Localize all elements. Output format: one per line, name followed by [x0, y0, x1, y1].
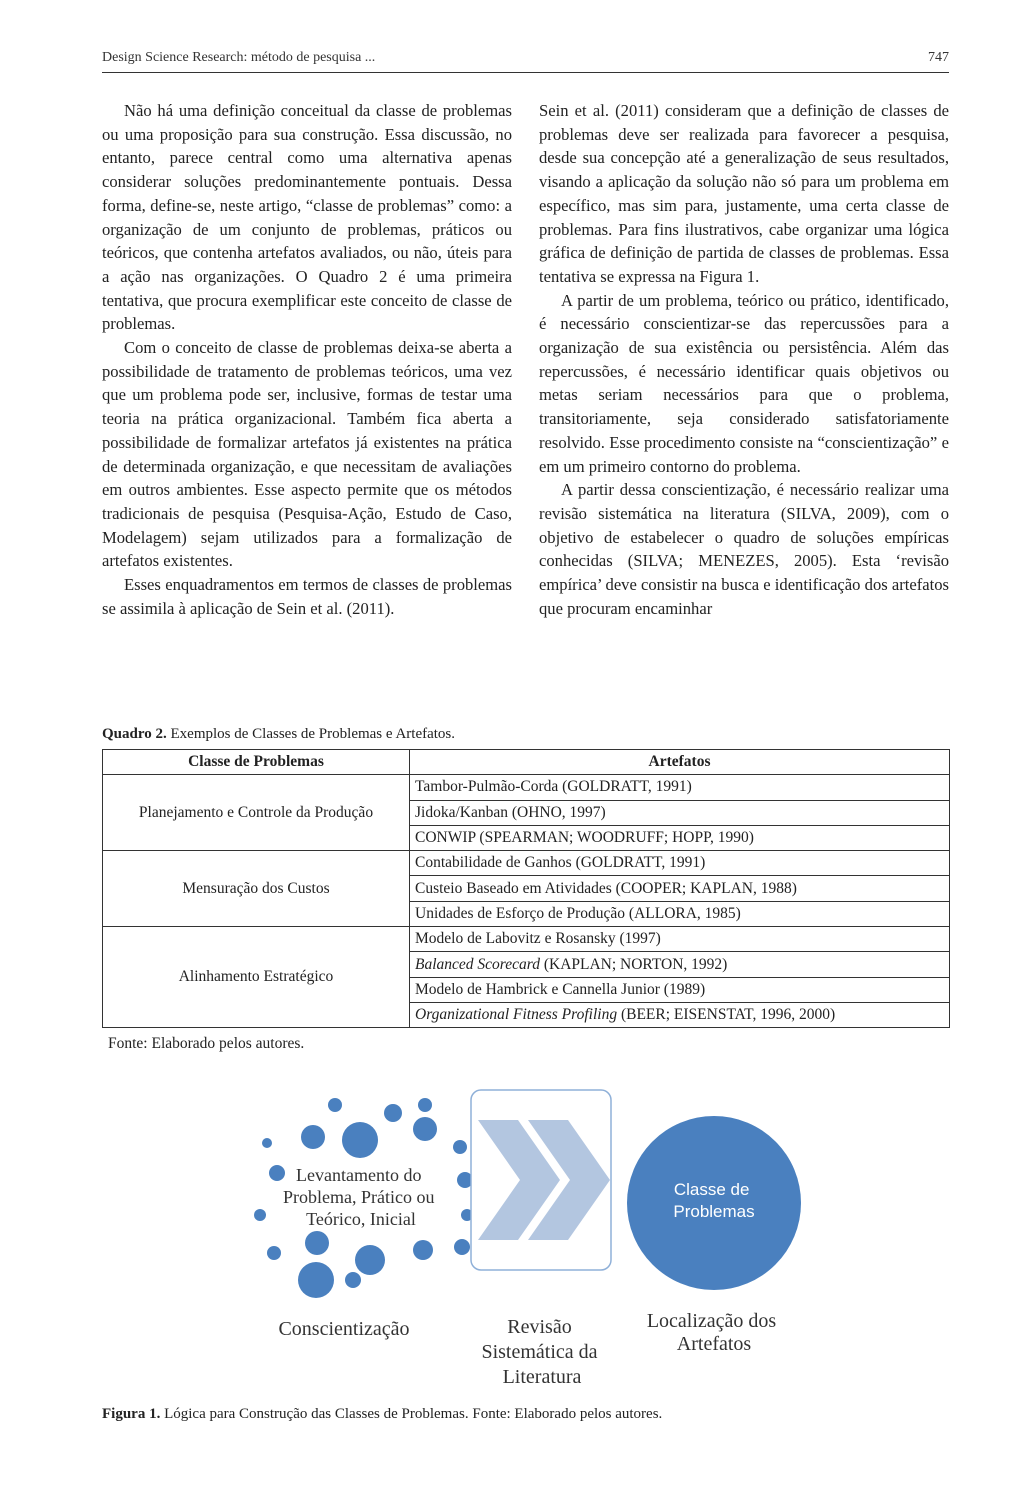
paragraph: A partir de um problema, teórico ou prático, identificado, é necessário conscientizar-se das repercussões para a organização de sua existência ou persistência. Além das repercussões, é necessário identificar quais objetivos ou metas seriam necessários para que o problema, transitoriamente, seja considerado satisfatoriamente resolvido. Esse procedimento consiste na “conscientização” e em um primeiro contorno do problema.	[539, 290, 949, 476]
artifact-italic-title: Organizational Fitness Profiling	[415, 1006, 618, 1024]
paragraph: Com o conceito de classe de problemas deixa-se aberta a possibilidade de tratamento de problemas teóricos, uma vez que um problema pode ser, inclusive, formas de testar uma teoria na prática organizacional. Também fica aberta a possibilidade de formalizar artefatos já existentes na prática de determinada organização, e que necessitam de avaliações em outros ambientes. Esse aspecto permite que os métodos tradicionais de pesquisa (Pesquisa-Ação, Estudo de Caso, Modelagem) sejam utilizados para a formalização de artefatos existentes.	[102, 338, 512, 571]
table-row	[103, 851, 950, 876]
label-line: Conscientização	[278, 1318, 410, 1340]
label-line: Localização dos	[646, 1310, 777, 1332]
running-title: Design Science Research: método de pesquisa ...	[102, 50, 376, 65]
table-caption	[102, 726, 455, 743]
dot	[254, 1209, 266, 1221]
artifact-italic-title: Balanced Scorecard	[415, 955, 540, 973]
table-caption-label: Quadro 2.	[102, 726, 167, 742]
table-header-row	[103, 750, 950, 775]
dot	[342, 1122, 378, 1158]
dot	[328, 1098, 342, 1112]
label-localizacao	[647, 1310, 781, 1355]
table-row	[103, 927, 950, 952]
dot	[413, 1240, 433, 1260]
dot	[262, 1138, 272, 1148]
dot	[345, 1272, 361, 1288]
dot	[355, 1245, 385, 1275]
artifact-cell	[410, 901, 950, 926]
figure-1-diagram	[240, 1085, 820, 1395]
dot	[298, 1262, 334, 1298]
table-body	[103, 775, 950, 1028]
table-caption-text: Exemplos de Classes de Problemas e Artefatos.	[170, 726, 456, 742]
artifact-text: Unidades de Esforço de Produção (ALLORA, 1985)	[415, 904, 741, 922]
table-row	[103, 775, 950, 800]
dot	[305, 1231, 329, 1255]
artifact-cell	[410, 952, 950, 977]
column-header-artifacts: Artefatos	[410, 750, 950, 775]
artifact-cell	[410, 1002, 950, 1027]
figure-caption-label: Figura 1.	[102, 1406, 161, 1422]
artifact-text: (KAPLAN; NORTON, 1992)	[539, 955, 728, 973]
label-line: Sistemática da	[481, 1341, 598, 1363]
artifact-text: Custeio Baseado em Atividades (COOPER; KAPLAN, 1988)	[415, 879, 797, 897]
circle-text-line: Classe de	[673, 1180, 750, 1199]
circle-text-line: Problemas	[673, 1202, 755, 1221]
label-line: Revisão	[507, 1316, 572, 1338]
figure-caption-text: Lógica para Construção das Classes de Problemas. Fonte: Elaborado pelos autores.	[164, 1406, 663, 1422]
dot	[384, 1104, 402, 1122]
dot	[413, 1117, 437, 1141]
left-column	[102, 99, 512, 620]
dot	[418, 1098, 432, 1112]
artifact-text: Tambor-Pulmão-Corda (GOLDRATT, 1991)	[415, 778, 692, 796]
problem-classes-table	[102, 749, 950, 1028]
left-text-line: Problema, Prático ou	[283, 1187, 435, 1207]
artifact-text: Jidoka/Kanban (OHNO, 1997)	[415, 803, 606, 821]
paragraph: A partir dessa conscientização, é necessário realizar uma revisão sistemática na literatura (SILVA, 2009), com o objetivo de estabelecer o quadro de soluções empíricas conhecidas (SILVA; MENEZES, 2005). Esta ‘revisão empírica’ deve consistir na busca e identificação dos artefatos que procuram encaminhar	[539, 480, 949, 618]
right-column	[539, 99, 949, 620]
paragraph: Não há uma definição conceitual da classe de problemas ou uma proposição para sua construção. Essa discussão, no entanto, parece central como uma alternativa apenas considerar soluções predominantemente pontuais. Dessa forma, define-se, neste artigo, “classe de problemas” como: a organização de um conjunto de problemas, práticos ou teóricos, que contenha artefatos avaliados, ou não, úteis para a ação nas organizações. O Quadro 2 é uma primeira tentativa, que procura exemplificar este conceito de classe de problemas.	[102, 101, 512, 334]
label-conscientizacao	[278, 1318, 409, 1340]
artifact-cell	[410, 876, 950, 901]
label-line: Artefatos	[676, 1333, 752, 1355]
dot	[269, 1165, 285, 1181]
artifact-cell	[410, 775, 950, 800]
left-block-text	[283, 1165, 439, 1229]
running-header	[102, 50, 949, 73]
label-revisao	[481, 1316, 602, 1388]
left-text-line: Levantamento do	[296, 1165, 422, 1185]
paragraph: Sein et al. (2011) consideram que a definição de classes de problemas deve ser realizada para favorecer a pesquisa, desde sua concepção até a generalização de seus resultados, visando a aplicação da solução não só para um problema em específico, mas sim para, justamente, uma certa classe de problemas. Para fins ilustrativos, cabe organizar uma lógica gráfica de definição de partida de classes de problemas. Essa tentativa se expressa na Figura 1.	[539, 101, 949, 286]
paragraph: Esses enquadramentos em termos de classes de problemas se assimila à aplicação de Sein et al. (2011).	[102, 575, 512, 618]
figure-caption	[102, 1406, 662, 1423]
artifact-cell	[410, 851, 950, 876]
artifact-text: Modelo de Labovitz e Rosansky (1997)	[415, 930, 661, 948]
column-header-class: Classe de Problemas	[103, 750, 410, 775]
artifact-text: (BEER; EISENSTAT, 1996, 2000)	[617, 1006, 836, 1024]
label-line: Literatura	[502, 1366, 582, 1388]
dot	[454, 1239, 470, 1255]
left-text-line: Teórico, Inicial	[306, 1209, 416, 1229]
artifact-text: CONWIP (SPEARMAN; WOODRUFF; HOPP, 1990)	[415, 829, 754, 847]
artifact-text: Contabilidade de Ganhos (GOLDRATT, 1991)	[415, 854, 706, 872]
page-number: 747	[928, 50, 949, 65]
artifact-text: Modelo de Hambrick e Cannella Junior (1989)	[415, 980, 706, 998]
problem-class-cell: Mensuração dos Custos	[103, 851, 410, 927]
dot	[301, 1125, 325, 1149]
problem-class-cell: Alinhamento Estratégico	[103, 927, 410, 1028]
dot	[267, 1246, 281, 1260]
artifact-cell	[410, 977, 950, 1002]
artifact-cell	[410, 800, 950, 825]
dot	[453, 1140, 467, 1154]
artifact-cell	[410, 927, 950, 952]
table-source: Fonte: Elaborado pelos autores.	[108, 1035, 305, 1052]
problem-class-cell: Planejamento e Controle da Produção	[103, 775, 410, 851]
artifact-cell	[410, 825, 950, 850]
